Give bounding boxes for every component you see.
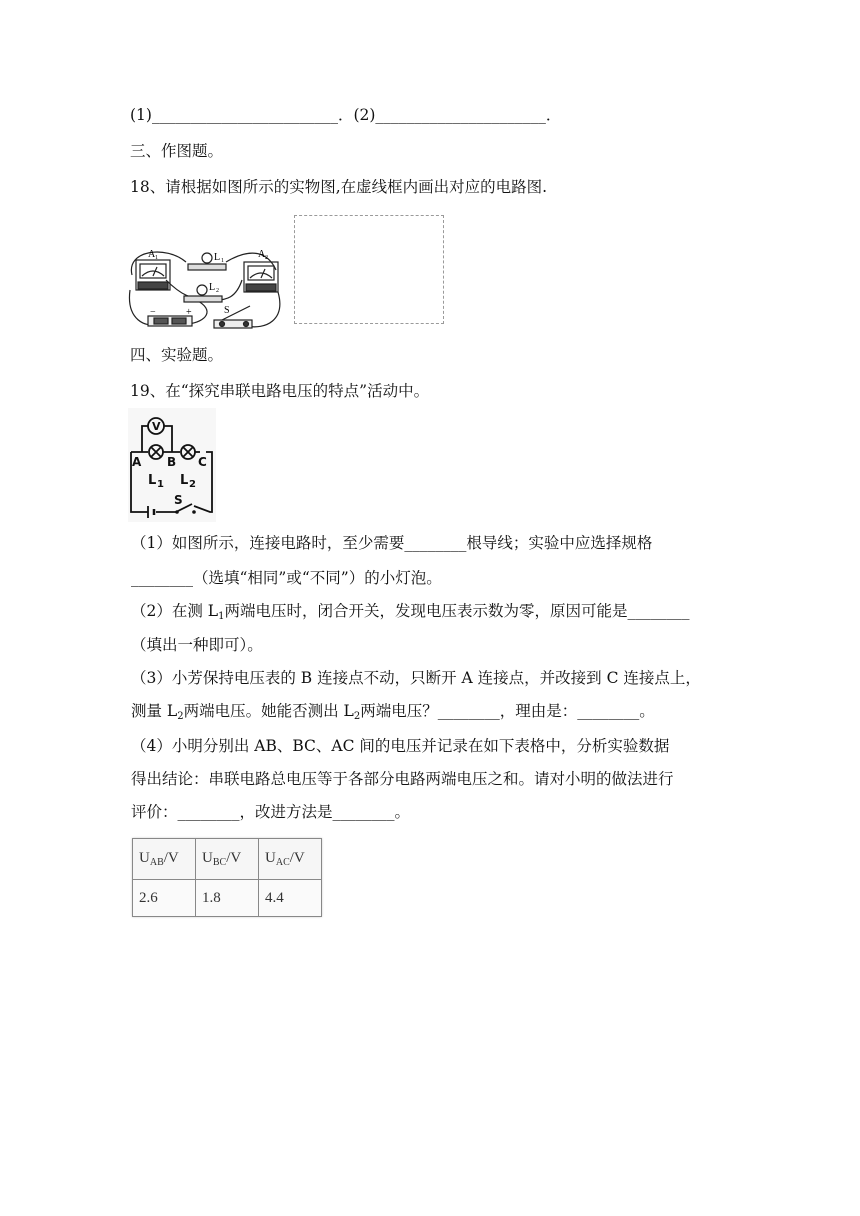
circuit-diagram <box>128 408 216 522</box>
q19-part1-line2: ________（选填“相同”或“不同”）的小灯泡。 <box>131 569 442 587</box>
q19-part4-line1: （4）小明分别出 AB、BC、AC 间的电压并记录在如下表格中，分析实验数据 <box>131 737 670 755</box>
label-a1-sub: 1 <box>155 255 158 261</box>
point-c-label: C <box>198 455 207 469</box>
label-l2-sub: 2 <box>216 288 219 294</box>
lamp-l1-sub: 1 <box>157 479 164 490</box>
header-uac: $U_{AC}/V$ <box>259 839 322 880</box>
lamp-l2-sub: 2 <box>189 479 196 490</box>
label-plus: + <box>186 307 192 318</box>
label-a2: A <box>258 249 266 260</box>
point-a-label: A <box>132 455 142 469</box>
question-19-text: 19、在“探究串联电路电压的特点”活动中。 <box>130 382 430 400</box>
q19-part3-line1: （3）小芳保持电压表的 B 连接点不动，只断开 A 连接点，并改接到 C 连接点上， <box>131 669 701 687</box>
label-l1-sub: 1 <box>221 258 224 264</box>
cell-uab: 2.6 <box>133 880 196 917</box>
label-l2: L <box>209 282 216 293</box>
q19-part4-line3: 评价：________，改进方法是________。 <box>131 803 411 821</box>
header-ubc: $U_{BC}/V$ <box>196 839 259 880</box>
cell-uac: 4.4 <box>259 880 322 917</box>
label-a2-sub: 2 <box>265 255 268 261</box>
q19-part4-line2: 得出结论：串联电路总电压等于各部分电路两端电压之和。请对小明的做法进行 <box>131 770 674 788</box>
voltmeter-label: V <box>152 420 161 433</box>
q19-part3-line2: 测量 $L_2$两端电压。她能否测出 $L_2$两端电压？________，理由是：________。 <box>131 702 655 722</box>
section-heading-drawing: 三、作图题。 <box>130 142 224 160</box>
question-18-text: 18、请根据如图所示的实物图,在虚线框内画出对应的电路图. <box>130 178 548 196</box>
answer-blank-line: (1)________________________．(2)______________________． <box>130 106 562 124</box>
lamp-l2-label: L <box>180 473 189 488</box>
switch-label: S <box>174 493 183 507</box>
apparatus-figure <box>126 240 284 332</box>
drawing-answer-box[interactable] <box>294 215 444 324</box>
voltage-table <box>132 838 322 917</box>
label-l1: L <box>214 252 221 263</box>
section-heading-experiment: 四、实验题。 <box>130 346 224 364</box>
table-header-row <box>133 839 322 880</box>
table-row <box>133 880 322 917</box>
label-minus: − <box>150 307 156 318</box>
q19-part2-line1: （2）在测 $L_1$两端电压时，闭合开关，发现电压表示数为零，原因可能是________ <box>131 602 690 622</box>
label-a1: A <box>148 249 156 260</box>
header-uab: $U_{AB}/V$ <box>133 839 196 880</box>
cell-ubc: 1.8 <box>196 880 259 917</box>
label-s: S <box>224 305 230 316</box>
point-b-label: B <box>167 455 177 469</box>
q19-part2-line2: （填出一种即可）。 <box>131 636 263 654</box>
q19-part1-line1: （1）如图所示，连接电路时，至少需要________根导线；实验中应选择规格 <box>131 534 653 552</box>
lamp-l1-label: L <box>148 473 157 488</box>
